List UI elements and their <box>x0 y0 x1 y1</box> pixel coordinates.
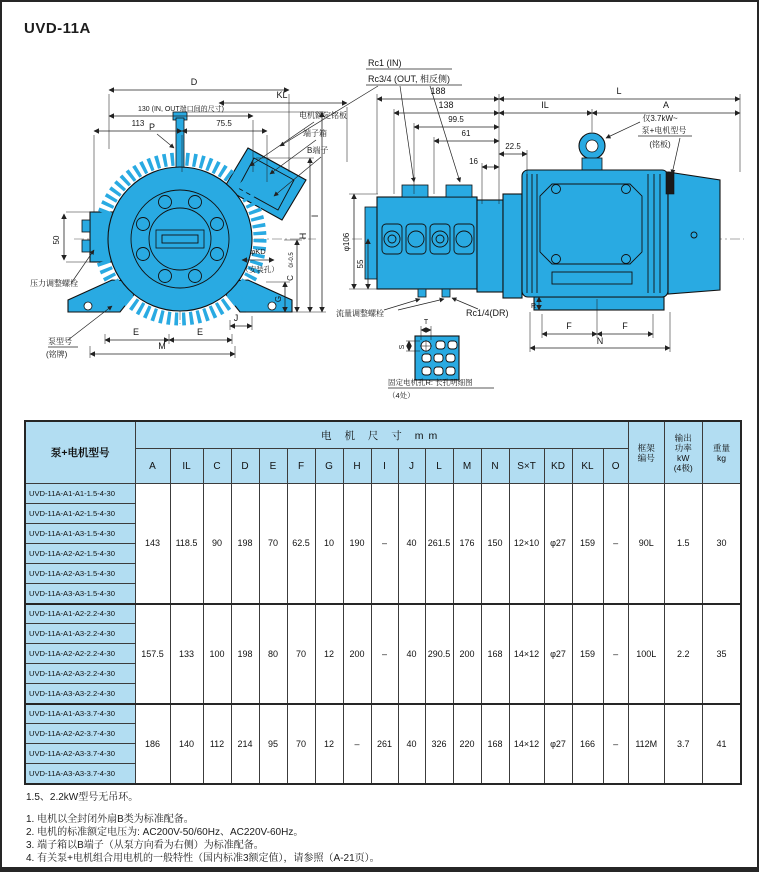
label-rc1-in: Rc1 (IN) <box>368 58 402 68</box>
header-col-il: IL <box>170 449 203 484</box>
value-cell-sxt: 14×12 <box>509 704 544 784</box>
value-cell-j: 40 <box>398 704 425 784</box>
header-col-c: C <box>203 449 231 484</box>
header-col-h: H <box>343 449 371 484</box>
motor-nameplate-mark <box>666 172 674 194</box>
value-cell-j: 40 <box>398 604 425 704</box>
value-cell-o: – <box>603 704 628 784</box>
dim-label-f1: F <box>566 321 572 331</box>
dim-label-c: C <box>286 275 295 281</box>
model-cell: UVD-11A-A1-A2-2.2-4-30 <box>25 604 135 624</box>
label-pm-model: 泵+电机型号 <box>641 126 687 135</box>
dim-label-t: T <box>423 319 429 326</box>
pump-front-view <box>68 112 316 324</box>
header-power-l4: (4极) <box>673 462 693 473</box>
value-cell-sxt: 12×10 <box>509 484 544 604</box>
value-cell-kl: 159 <box>572 604 603 704</box>
value-cell-a: 157.5 <box>135 604 170 704</box>
value-cell-kd: φ27 <box>544 604 572 704</box>
model-cell: UVD-11A-A2-A3-3.7-4-30 <box>25 744 135 764</box>
dim-label-d: D <box>190 77 198 87</box>
header-col-j: J <box>398 449 425 484</box>
header-weight-l1: 重量 <box>712 442 731 453</box>
dim-label-il: IL <box>541 100 549 110</box>
value-cell-e: 70 <box>259 484 287 604</box>
dim-label-kl: KL <box>276 90 288 100</box>
label-pressure-bolt: 压力调整螺栓 <box>30 279 78 288</box>
value-cell-f: 62.5 <box>287 484 315 604</box>
value-cell-l: 290.5 <box>425 604 453 704</box>
model-cell: UVD-11A-A1-A1-1.5-4-30 <box>25 484 135 504</box>
dim-label-188: 188 <box>430 86 446 96</box>
value-cell-sxt: 14×12 <box>509 604 544 704</box>
model-cell: UVD-11A-A1-A3-1.5-4-30 <box>25 524 135 544</box>
value-cell-il: 133 <box>170 604 203 704</box>
value-cell-kd: φ27 <box>544 484 572 604</box>
label-rc34-out: Rc3/4 (OUT, 相反侧) <box>368 74 451 84</box>
value-cell-o: – <box>603 604 628 704</box>
header-motor-dims: 电 机 尺 寸 mm <box>135 421 628 449</box>
value-cell-c: 90 <box>203 484 231 604</box>
value-cell-i: – <box>371 484 398 604</box>
power-cell: 1.5 <box>664 484 702 604</box>
dim-label-h: H <box>298 232 308 240</box>
value-cell-o: – <box>603 484 628 604</box>
dim-label-e1: E <box>132 327 140 337</box>
label-mount-hole: （安装孔） <box>241 265 279 274</box>
model-cell: UVD-11A-A1-A3-2.2-4-30 <box>25 624 135 644</box>
header-col-e: E <box>259 449 287 484</box>
header-col-m: M <box>453 449 481 484</box>
model-cell: UVD-11A-A2-A2-3.7-4-30 <box>25 724 135 744</box>
value-cell-m: 176 <box>453 484 481 604</box>
header-power-l2: 功率 <box>674 442 692 453</box>
label-flow-bolt: 流量调整螺栓 <box>336 309 384 318</box>
dim-label-113: 113 <box>131 119 145 128</box>
page-title: UVD-11A <box>24 20 91 37</box>
dim-label-75: 75.5 <box>216 119 232 128</box>
header-col-l: L <box>425 449 453 484</box>
header-model: 泵+电机型号 <box>25 421 135 484</box>
value-cell-c: 112 <box>203 704 231 784</box>
value-cell-il: 140 <box>170 704 203 784</box>
dim-label-16: 16 <box>469 157 478 166</box>
label-terminal-box: 端子箱 <box>303 129 327 138</box>
label-p: P <box>148 122 156 132</box>
value-cell-d: 214 <box>231 704 259 784</box>
dim-label-i: I <box>310 214 320 218</box>
value-cell-l: 326 <box>425 704 453 784</box>
model-cell: UVD-11A-A3-A3-3.7-4-30 <box>25 764 135 784</box>
header-col-n: N <box>481 449 509 484</box>
label-pm-plate: (铭板) <box>649 140 671 149</box>
model-cell: UVD-11A-A2-A2-1.5-4-30 <box>25 544 135 564</box>
label-motor-nameplate: 电机额定铭板 <box>299 111 347 120</box>
dim-label-50: 50 <box>52 235 61 245</box>
dim-label-j: J <box>233 313 239 323</box>
header-col-f: F <box>287 449 315 484</box>
value-cell-kl: 166 <box>572 704 603 784</box>
dim-label-kd: φKD <box>250 247 266 256</box>
value-cell-i: 261 <box>371 704 398 784</box>
dim-label-m: M <box>158 341 166 351</box>
value-cell-h: – <box>343 704 371 784</box>
power-cell: 2.2 <box>664 604 702 704</box>
label-pump-plate: (铭牌) <box>46 350 68 359</box>
header-col-i: I <box>371 449 398 484</box>
header-power-l3: kW <box>677 452 690 463</box>
header-col-kd: KD <box>544 449 572 484</box>
weight-cell: 35 <box>702 604 741 704</box>
power-cell: 3.7 <box>664 704 702 784</box>
value-cell-a: 186 <box>135 704 170 784</box>
header-weight-l2: kg <box>716 452 727 463</box>
dim-label-61: 61 <box>461 129 471 138</box>
value-cell-m: 220 <box>453 704 481 784</box>
footnote-2: 2. 电机的标准额定电压为: AC200V-50/60Hz、AC220V-60Hz。 <box>26 827 304 838</box>
value-cell-kl: 159 <box>572 484 603 604</box>
value-cell-m: 200 <box>453 604 481 704</box>
label-eyebolt-note: 仅3.7kW~ <box>642 114 678 123</box>
dim-label-f2: F <box>622 321 628 331</box>
value-cell-l: 261.5 <box>425 484 453 604</box>
header-weight <box>702 421 741 484</box>
dim-label-l: L <box>616 86 622 96</box>
model-cell: UVD-11A-A2-A3-2.2-4-30 <box>25 664 135 684</box>
model-cell: UVD-11A-A1-A2-1.5-4-30 <box>25 504 135 524</box>
value-cell-e: 80 <box>259 604 287 704</box>
value-cell-e: 95 <box>259 704 287 784</box>
header-col-g: G <box>315 449 343 484</box>
model-cell: UVD-11A-A3-A3-1.5-4-30 <box>25 584 135 604</box>
header-col-sxt: S×T <box>509 449 544 484</box>
header-frame-l1: 框架 <box>637 442 655 453</box>
header-power-l1: 输出 <box>674 432 692 443</box>
dimension-drawing <box>16 54 746 416</box>
value-cell-g: 12 <box>315 704 343 784</box>
dim-label-n: N <box>596 336 604 346</box>
value-cell-d: 198 <box>231 484 259 604</box>
dim-label-106: φ106 <box>342 232 351 252</box>
footnote-1: 1. 电机以全封闭外扇B类为标准配备。 <box>26 814 194 825</box>
label-b-terminal: B端子 <box>307 146 329 155</box>
weight-cell: 41 <box>702 704 741 784</box>
dim-label-138: 138 <box>438 100 454 110</box>
frame-cell: 90L <box>628 484 664 604</box>
value-cell-h: 190 <box>343 484 371 604</box>
value-cell-i: – <box>371 604 398 704</box>
value-cell-f: 70 <box>287 704 315 784</box>
footnotes <box>26 791 380 865</box>
header-frame-l2: 编号 <box>637 452 655 463</box>
header-col-a: A <box>135 449 170 484</box>
model-cell: UVD-11A-A2-A2-2.2-4-30 <box>25 644 135 664</box>
value-cell-g: 12 <box>315 604 343 704</box>
dim-label-r: R <box>530 303 536 310</box>
model-cell: UVD-11A-A2-A3-1.5-4-30 <box>25 564 135 584</box>
header-power <box>664 421 702 484</box>
model-cell: UVD-11A-A3-A3-2.2-4-30 <box>25 684 135 704</box>
label-rc14-dr: Rc1/4(DR) <box>466 308 509 318</box>
header-frame <box>628 421 664 484</box>
footnote-pre: 1.5、2.2kW型号无吊环。 <box>26 792 139 803</box>
dim-label-s: S <box>399 344 406 350</box>
value-cell-g: 10 <box>315 484 343 604</box>
label-slot-caption: 固定电机孔R: 长孔明细图 <box>388 378 473 387</box>
dim-label-c-tol: 0/-0.5 <box>289 252 295 268</box>
value-cell-n: 150 <box>481 484 509 604</box>
header-col-d: D <box>231 449 259 484</box>
value-cell-d: 198 <box>231 604 259 704</box>
dim-label-130: 130 (IN, OUT端口间的尺寸) <box>138 106 224 113</box>
model-cell: UVD-11A-A1-A3-3.7-4-30 <box>25 704 135 724</box>
value-cell-il: 118.5 <box>170 484 203 604</box>
header-col-kl: KL <box>572 449 603 484</box>
dim-label-e2: E <box>196 327 204 337</box>
dim-label-g: G <box>274 295 283 303</box>
value-cell-f: 70 <box>287 604 315 704</box>
value-cell-h: 200 <box>343 604 371 704</box>
value-cell-j: 40 <box>398 484 425 604</box>
label-pump-model: 泵型号 <box>48 337 72 346</box>
footnote-3: 3. 端子箱以B端子（从泵方向看为右侧）为标准配备。 <box>26 840 264 851</box>
header-col-o: O <box>603 449 628 484</box>
dim-label-99: 99.5 <box>448 115 464 124</box>
dim-label-55: 55 <box>356 259 365 269</box>
value-cell-c: 100 <box>203 604 231 704</box>
weight-cell: 30 <box>702 484 741 604</box>
spec-table <box>24 420 742 785</box>
dim-label-22: 22.5 <box>505 142 521 151</box>
dim-label-a: A <box>662 100 670 110</box>
value-cell-n: 168 <box>481 604 509 704</box>
value-cell-kd: φ27 <box>544 704 572 784</box>
frame-cell: 112M <box>628 704 664 784</box>
value-cell-n: 168 <box>481 704 509 784</box>
footnote-4: 4. 有关泵+电机组合用电机的一般特性（国内标准3额定值），请参照（A-21页）。 <box>26 853 380 864</box>
frame-cell: 100L <box>628 604 664 704</box>
label-slot-caption-2: （4处） <box>388 391 415 400</box>
value-cell-a: 143 <box>135 484 170 604</box>
